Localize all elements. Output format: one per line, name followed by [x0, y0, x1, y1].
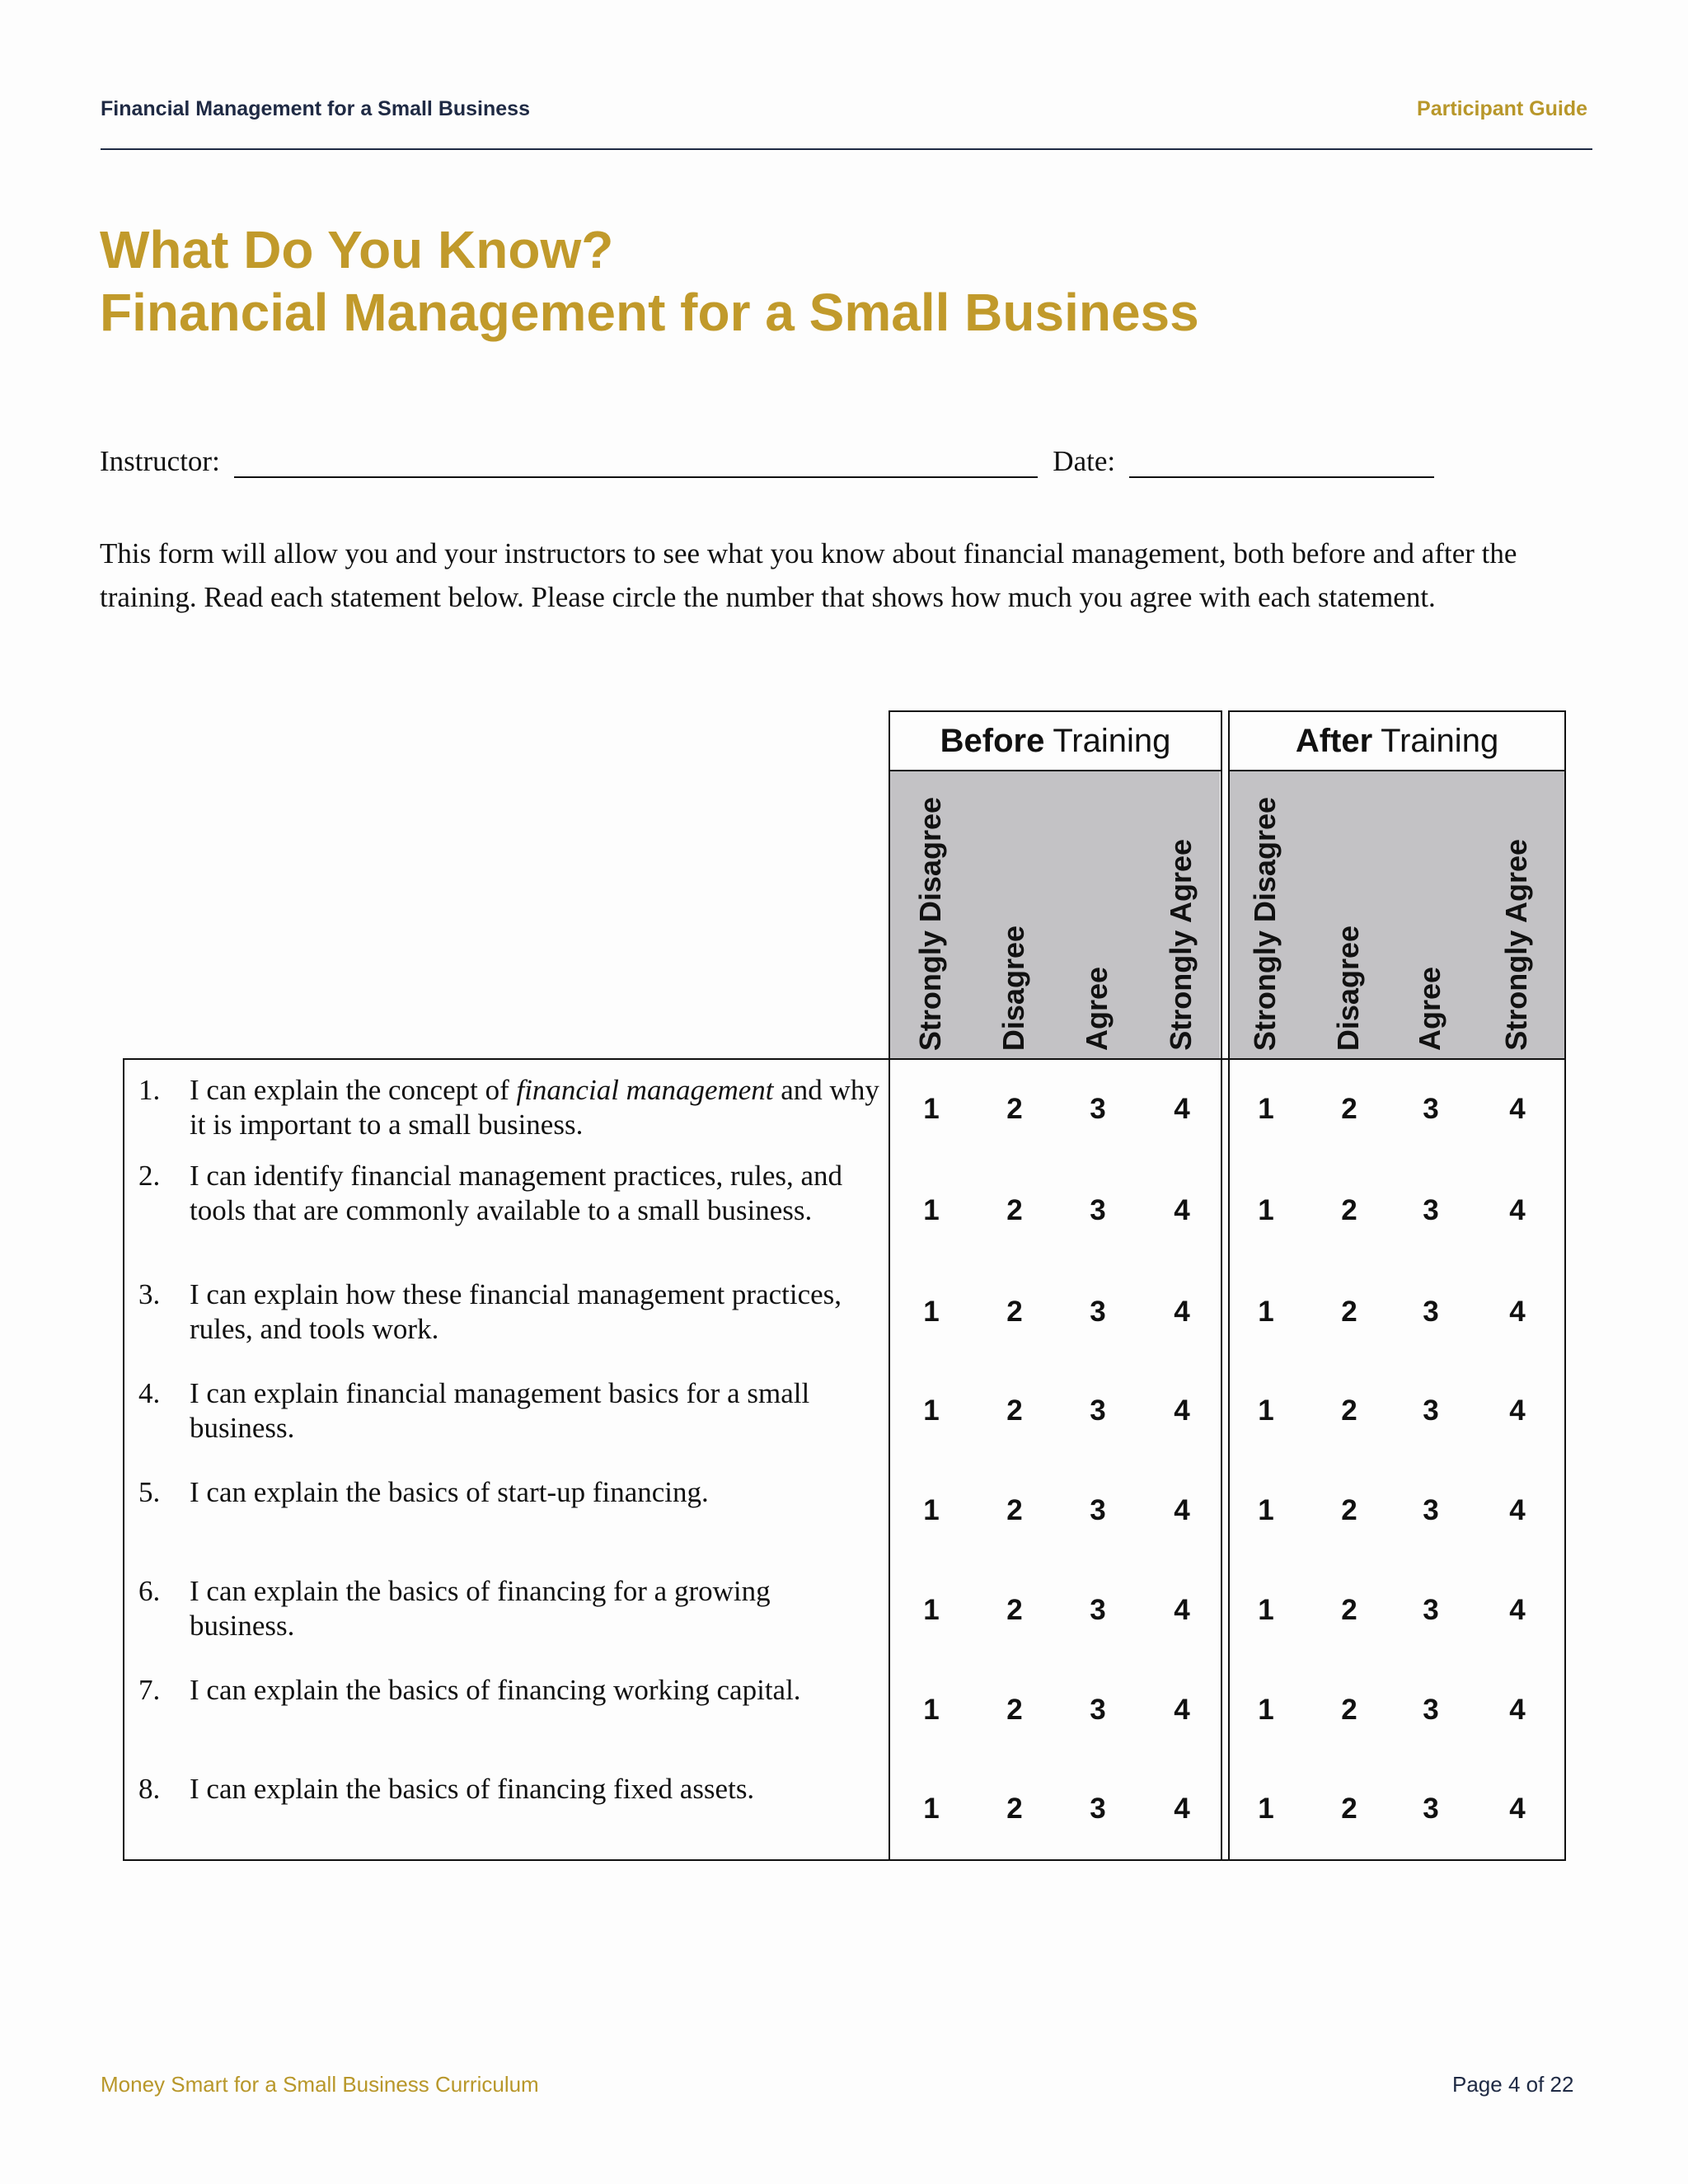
statement-number: 3. [138, 1278, 161, 1310]
statement-text-pre: I can explain the basics of financing fixed assets. [190, 1773, 755, 1805]
date-label: Date: [1053, 445, 1116, 477]
before-training-header [890, 712, 1221, 770]
before-rating-option[interactable]: 1 [923, 1494, 940, 1526]
before-rating-option[interactable]: 1 [923, 1296, 940, 1328]
after-rating-option[interactable]: 3 [1423, 1194, 1439, 1226]
statement-text-pre: I can explain the basics of financing for a growing business. [190, 1575, 771, 1642]
after-rating-option[interactable]: 4 [1509, 1394, 1526, 1427]
before-rating-option[interactable]: 1 [923, 1093, 940, 1125]
before-rating-option[interactable]: 4 [1174, 1694, 1190, 1726]
header-course-title: Financial Management for a Small Business [101, 97, 530, 120]
before-bold: Before [940, 722, 1045, 759]
statement-text-em: financial management [516, 1074, 774, 1106]
after-suffix: Training [1381, 722, 1499, 759]
statement-number: 2. [138, 1160, 161, 1192]
after-title-rule [1228, 770, 1566, 771]
after-rating-option[interactable]: 1 [1258, 1494, 1274, 1526]
before-rating-option[interactable]: 2 [1006, 1194, 1023, 1226]
after-bold: After [1295, 722, 1373, 759]
before-rating-option[interactable]: 2 [1006, 1494, 1023, 1526]
after-rating-option[interactable]: 2 [1341, 1296, 1357, 1328]
before-scale-label: Strongly Disagree [913, 796, 947, 1051]
statement-text [190, 1772, 880, 1807]
statement-number: 4. [138, 1377, 161, 1409]
before-rating-option[interactable]: 2 [1006, 1296, 1023, 1328]
after-rating-option[interactable]: 3 [1423, 1594, 1439, 1626]
statement-7 [138, 1673, 880, 1708]
after-rating-option[interactable]: 4 [1509, 1494, 1526, 1526]
before-rating-option[interactable]: 4 [1174, 1594, 1190, 1626]
title-line-2: Financial Management for a Small Business [100, 283, 1199, 342]
after-rating-option[interactable]: 3 [1423, 1494, 1439, 1526]
before-rating-option[interactable]: 2 [1006, 1394, 1023, 1427]
after-rating-option[interactable]: 3 [1423, 1694, 1439, 1726]
statement-number: 6. [138, 1575, 161, 1607]
before-rating-option[interactable]: 4 [1174, 1194, 1190, 1226]
statement-text-pre: I can identify financial management practices, rules, and tools that are commonly available to a small business. [190, 1160, 843, 1226]
before-rating-option[interactable]: 3 [1090, 1793, 1106, 1825]
statement-2 [138, 1159, 880, 1228]
statement-3 [138, 1277, 880, 1347]
page-title [100, 218, 1199, 344]
instructor-label: Instructor: [100, 445, 220, 477]
before-rating-option[interactable]: 2 [1006, 1694, 1023, 1726]
after-rating-option[interactable]: 1 [1258, 1296, 1274, 1328]
after-rating-option[interactable]: 1 [1258, 1694, 1274, 1726]
statement-5 [138, 1475, 880, 1510]
after-rating-option[interactable]: 4 [1509, 1093, 1526, 1125]
before-rating-option[interactable]: 4 [1174, 1093, 1190, 1125]
statement-1 [138, 1073, 880, 1142]
statement-text [190, 1673, 880, 1708]
statement-number: 8. [138, 1773, 161, 1805]
before-rating-option[interactable]: 2 [1006, 1093, 1023, 1125]
footer-curriculum: Money Smart for a Small Business Curriculum [101, 2072, 539, 2097]
after-rating-option[interactable]: 2 [1341, 1694, 1357, 1726]
instructions-paragraph: This form will allow you and your instructors to see what you know about financial management, both before and after the training. Read each statement below. Please circle the number that shows how much you agree with each statement. [100, 537, 1517, 613]
statement-text [190, 1376, 880, 1446]
after-rating-option[interactable]: 3 [1423, 1394, 1439, 1427]
after-rating-option[interactable]: 2 [1341, 1394, 1357, 1427]
before-title-rule [889, 770, 1222, 771]
after-rating-option[interactable]: 2 [1341, 1093, 1357, 1125]
statement-text-pre: I can explain the basics of financing working capital. [190, 1674, 801, 1706]
statement-text [190, 1073, 880, 1142]
before-rating-option[interactable]: 1 [923, 1594, 940, 1626]
before-rating-option[interactable]: 2 [1006, 1594, 1023, 1626]
statement-number: 1. [138, 1074, 161, 1106]
after-scale-label: Agree [1413, 966, 1447, 1051]
after-rating-option[interactable]: 4 [1509, 1194, 1526, 1226]
after-rating-option[interactable]: 1 [1258, 1194, 1274, 1226]
date-field[interactable] [1129, 445, 1434, 478]
statement-6 [138, 1574, 880, 1643]
after-rating-option[interactable]: 2 [1341, 1594, 1357, 1626]
statement-text-pre: I can explain the concept of [190, 1074, 517, 1106]
after-scale-label: Strongly Disagree [1248, 796, 1282, 1051]
before-rating-option[interactable]: 3 [1090, 1296, 1106, 1328]
after-rating-option[interactable]: 4 [1509, 1694, 1526, 1726]
after-rating-option[interactable]: 3 [1423, 1093, 1439, 1125]
after-training-header [1230, 712, 1564, 770]
statement-text [190, 1574, 880, 1643]
statement-text-pre: I can explain the basics of start-up financing. [190, 1476, 709, 1508]
before-rating-option[interactable]: 1 [923, 1194, 940, 1226]
statement-text [190, 1475, 880, 1510]
after-rating-option[interactable]: 2 [1341, 1494, 1357, 1526]
before-rating-option[interactable]: 1 [923, 1694, 940, 1726]
header-divider [101, 148, 1592, 150]
statement-8 [138, 1772, 880, 1807]
after-rating-option[interactable]: 1 [1258, 1594, 1274, 1626]
before-suffix: Training [1053, 722, 1171, 759]
form-fields [100, 445, 1434, 478]
before-rating-option[interactable]: 1 [923, 1394, 940, 1427]
after-rating-option[interactable]: 1 [1258, 1394, 1274, 1427]
after-rating-option[interactable]: 4 [1509, 1594, 1526, 1626]
instructor-field[interactable] [234, 445, 1038, 478]
after-rating-option[interactable]: 3 [1423, 1296, 1439, 1328]
before-rating-option[interactable]: 3 [1090, 1093, 1106, 1125]
before-rating-option[interactable]: 4 [1174, 1296, 1190, 1328]
statement-number: 7. [138, 1674, 161, 1706]
after-rating-option[interactable]: 2 [1341, 1793, 1357, 1825]
after-rating-option[interactable]: 1 [1258, 1793, 1274, 1825]
before-rating-option[interactable]: 3 [1090, 1194, 1106, 1226]
after-scale-label: Disagree [1331, 925, 1365, 1051]
header-guide-label: Participant Guide [1417, 97, 1587, 120]
before-scale-label: Agree [1080, 966, 1114, 1051]
before-scale-label: Strongly Agree [1164, 839, 1198, 1051]
statement-text [190, 1159, 880, 1228]
before-rating-option[interactable]: 3 [1090, 1594, 1106, 1626]
statement-text-post: and why it is important to a small business. [190, 1074, 879, 1141]
before-scale-label: Disagree [996, 925, 1030, 1051]
before-rating-option[interactable]: 4 [1174, 1394, 1190, 1427]
after-rating-option[interactable]: 4 [1509, 1793, 1526, 1825]
statement-text [190, 1277, 880, 1347]
after-rating-option[interactable]: 3 [1423, 1793, 1439, 1825]
after-rating-option[interactable]: 4 [1509, 1296, 1526, 1328]
footer-page-number: Page 4 of 22 [1452, 2072, 1574, 2097]
after-rating-option[interactable]: 2 [1341, 1194, 1357, 1226]
before-rating-option[interactable]: 4 [1174, 1494, 1190, 1526]
before-rating-option[interactable]: 3 [1090, 1394, 1106, 1427]
statement-4 [138, 1376, 880, 1446]
before-rating-option[interactable]: 3 [1090, 1494, 1106, 1526]
after-scale-label: Strongly Agree [1499, 839, 1533, 1051]
title-line-1: What Do You Know? [100, 220, 614, 279]
statement-number: 5. [138, 1476, 161, 1508]
statement-text-pre: I can explain financial management basics for a small business. [190, 1377, 810, 1444]
before-rating-option[interactable]: 4 [1174, 1793, 1190, 1825]
after-rating-option[interactable]: 1 [1258, 1093, 1274, 1125]
before-rating-option[interactable]: 3 [1090, 1694, 1106, 1726]
statement-text-pre: I can explain how these financial management practices, rules, and tools work. [190, 1278, 842, 1345]
before-rating-option[interactable]: 2 [1006, 1793, 1023, 1825]
before-rating-option[interactable]: 1 [923, 1793, 940, 1825]
